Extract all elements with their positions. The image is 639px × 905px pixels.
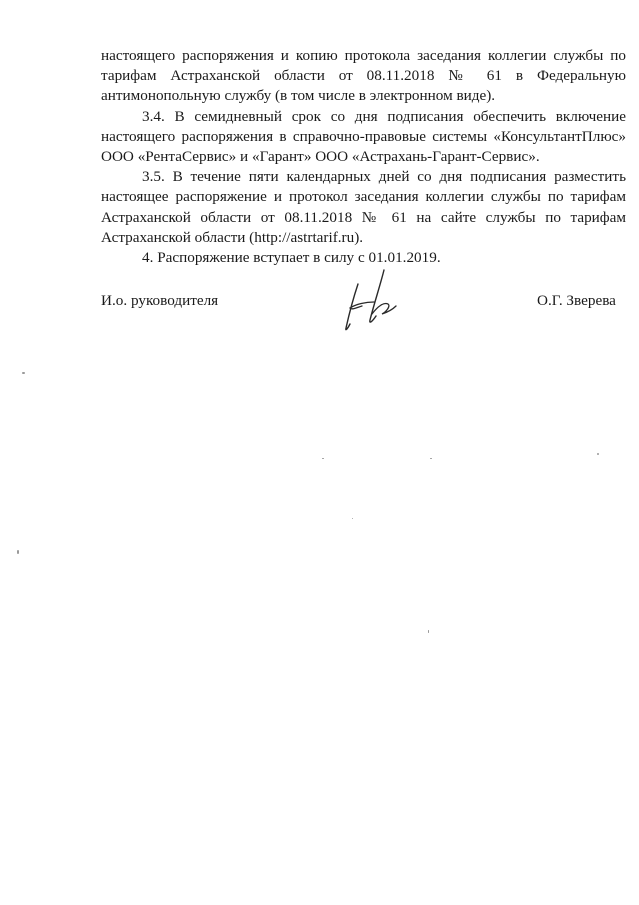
- scan-artifact: [22, 372, 25, 374]
- handwritten-signature-icon: [336, 266, 406, 336]
- scan-artifact: [352, 518, 353, 519]
- paragraph-continuation: настоящего распоряжения и копию протокола заседания коллегии службы по тарифам Астраханской области от 08.11.2018 № 61 в Федеральную антимонопольную службу (в том числе в электронном виде).: [101, 47, 626, 105]
- paragraph-4: 4. Распоряжение вступает в силу с 01.01.2019.: [142, 249, 441, 267]
- paragraph-3-5: 3.5. В течение пяти календарных дней со дня подписания разместить настоящее распоряжение и протокол заседания коллегии службы по тарифам Астраханской области от 08.11.2018 № 61 на сайте службы по тарифам Астраханской области (http://astrtarif.ru).: [101, 168, 626, 246]
- document-body: [101, 46, 626, 268]
- scan-artifact: [322, 458, 324, 459]
- scan-artifact: [17, 550, 19, 554]
- scan-artifact: [597, 453, 599, 455]
- paragraph-3-4: 3.4. В семидневный срок со дня подписания обеспечить включение настоящего распоряжения в справочно-правовые системы «КонсультантПлюс» ООО «РентаСервис» и «Гарант» ООО «Астрахань-Гарант-Сервис».: [101, 107, 626, 166]
- signatory-position: И.о. руководителя: [101, 292, 219, 309]
- signatory-name: О.Г. Зверева: [537, 292, 616, 309]
- scan-artifact: [430, 458, 432, 459]
- scan-artifact: [428, 630, 429, 633]
